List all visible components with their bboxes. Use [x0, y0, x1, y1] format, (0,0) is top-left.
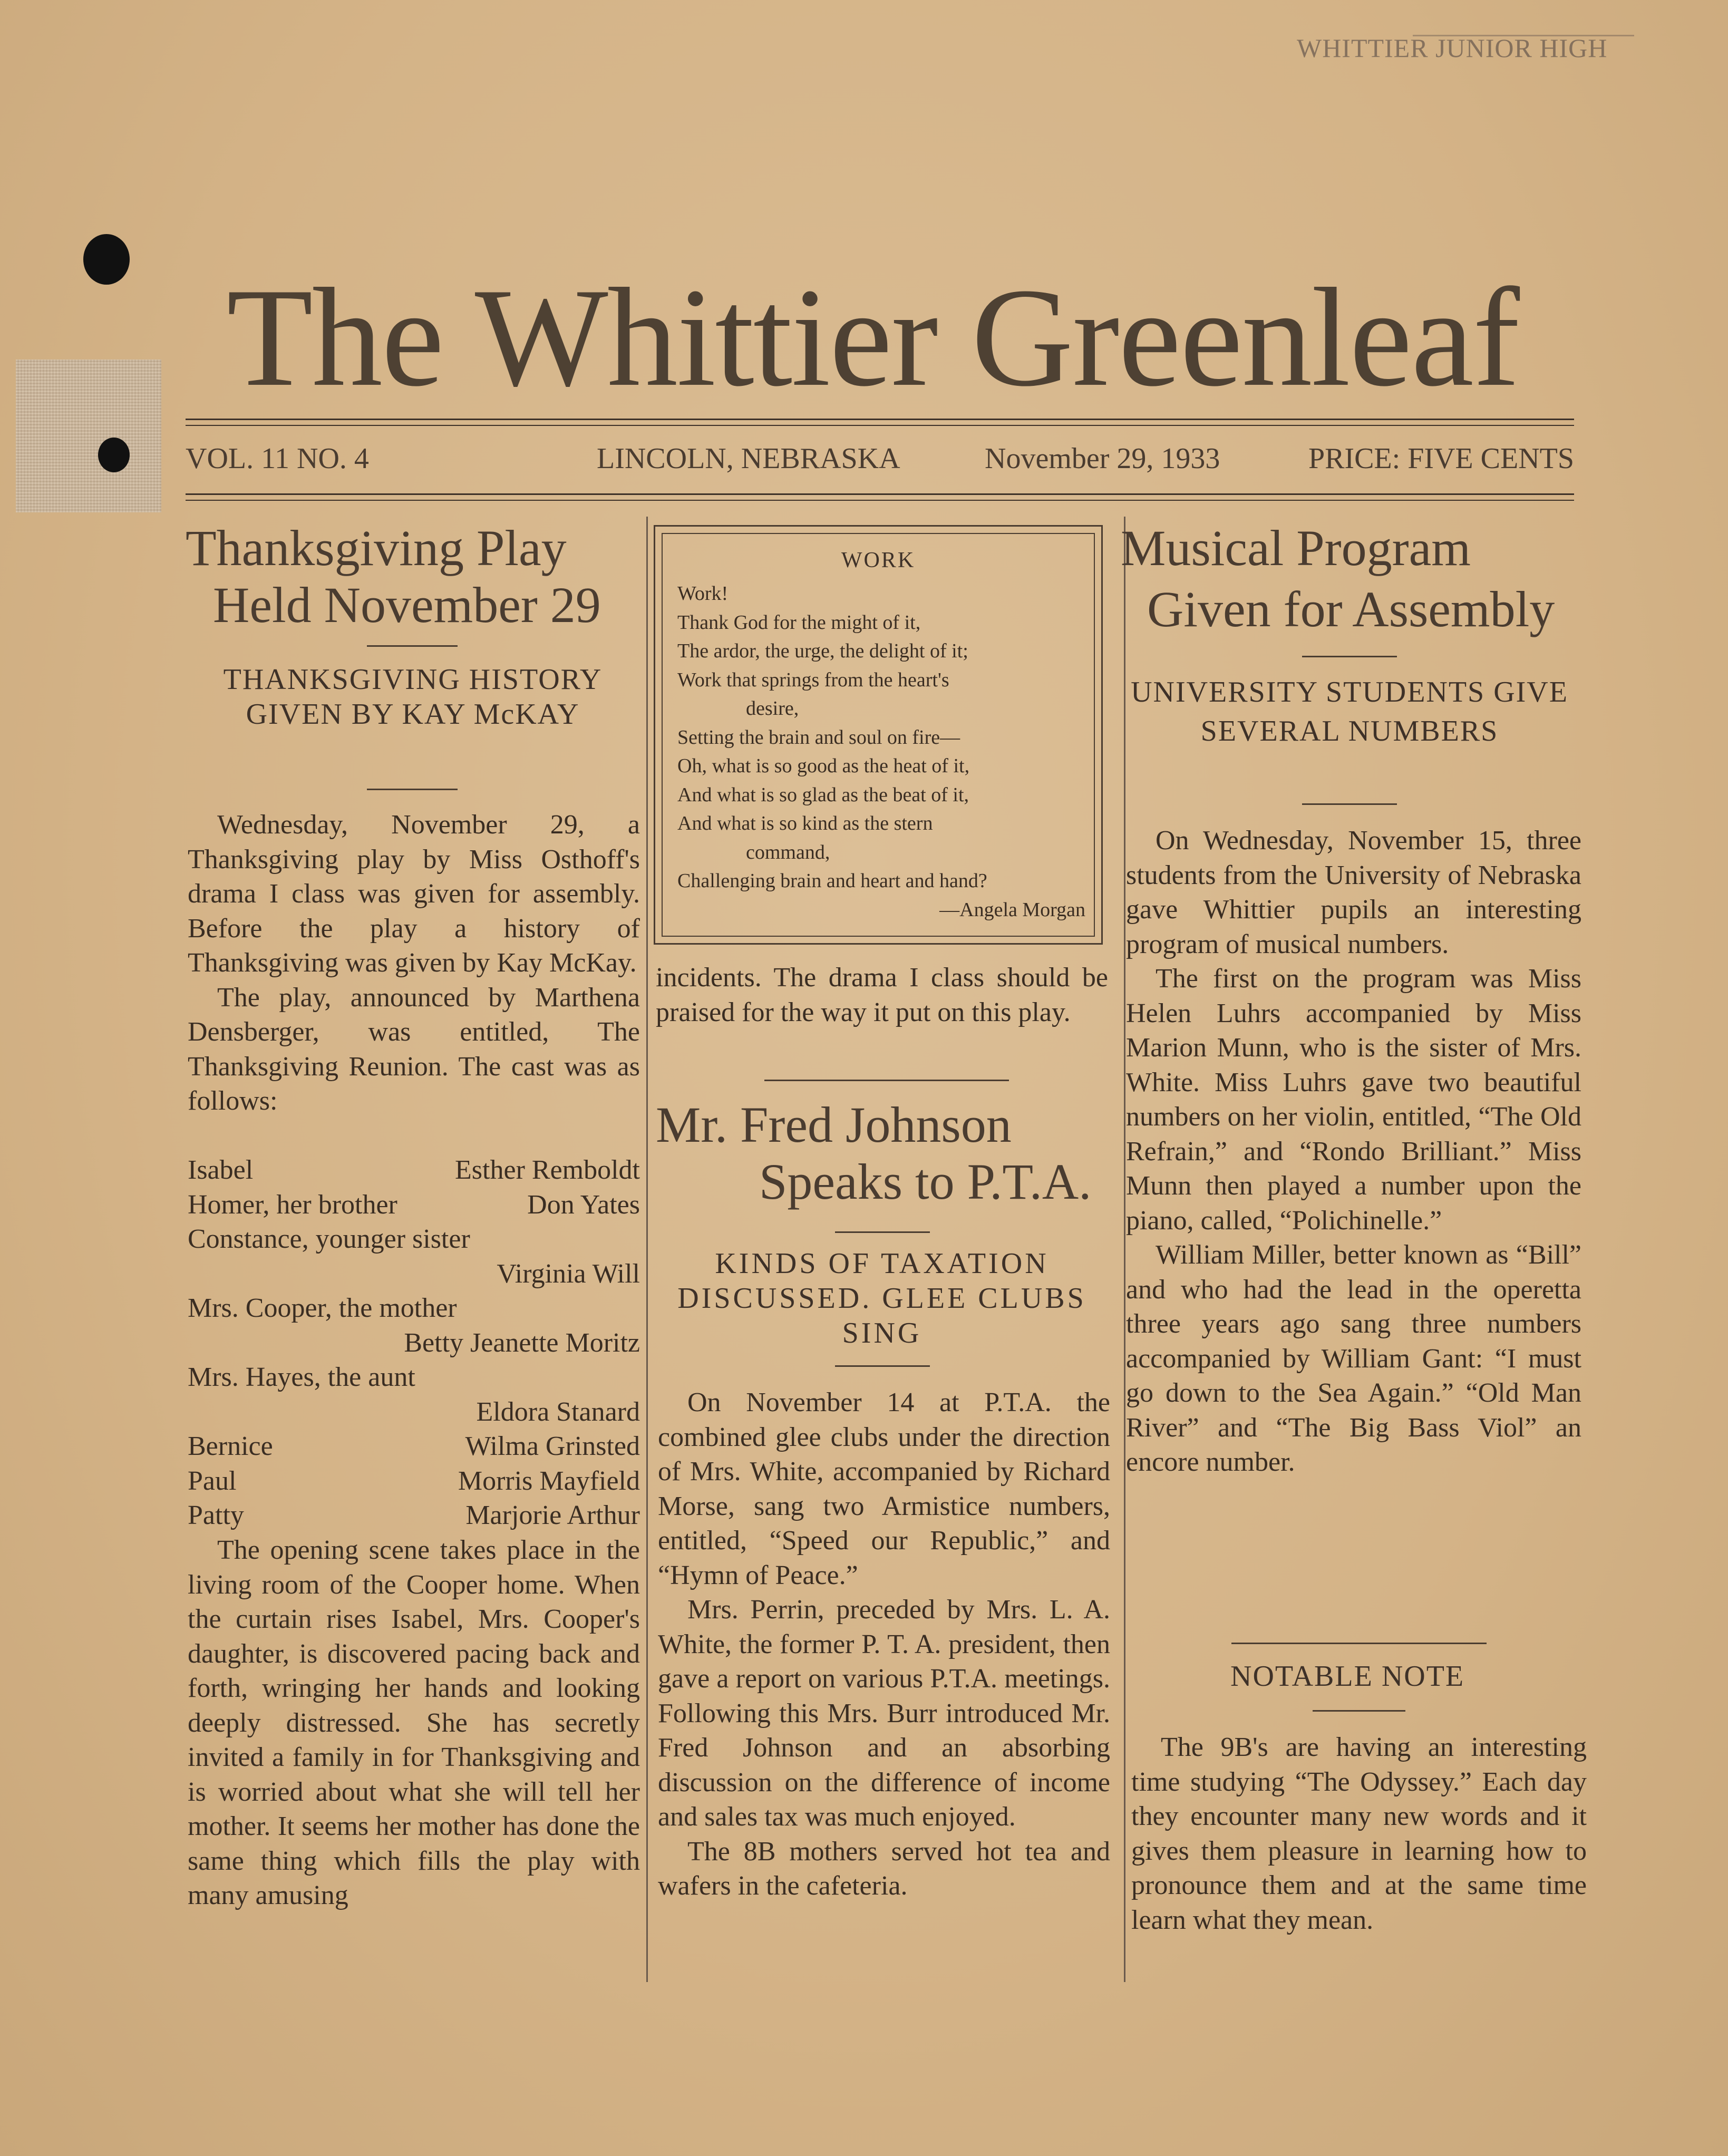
short-rule: [1302, 803, 1397, 805]
pta-headline-line1: Mr. Fred Johnson: [656, 1096, 1012, 1153]
cast-row: [188, 1257, 640, 1291]
poem-title: WORK: [841, 548, 916, 572]
cast-actor: Virginia Will: [497, 1258, 640, 1289]
musical-para-3: William Miller, better known as “Bill” and who had the lead in the operetta three years ago sang three numbers accompanied by William Gant: “I must go down to the Sea Again.” “Old Man River” and “The Big Bass Viol” an encore number.: [1126, 1240, 1581, 1477]
poem-line: Oh, what is so good as the heat of it,: [677, 755, 970, 777]
poem-box: [654, 525, 1103, 945]
punch-hole: [98, 438, 130, 472]
notable-body: [1131, 1730, 1587, 1937]
cast-row: [188, 1291, 640, 1326]
thanksgiving-para-1: Wednesday, November 29, a Thanksgiving play by Miss Osthoff's drama I class was given for assembly. Before the play a history of Thanksgiving was given by Kay McKay.: [188, 810, 640, 978]
punch-hole: [83, 234, 130, 285]
cast-row: [188, 1153, 640, 1188]
cast-actor: Eldora Stanard: [476, 1396, 640, 1427]
short-rule: [367, 789, 458, 790]
cast-row: [188, 1429, 640, 1464]
thanksgiving-para-2: The play, announced by Marthena Densberger, was entitled, The Thanksgiving Reunion. The cast was as follows:: [188, 982, 640, 1116]
cast-list: [188, 1153, 640, 1533]
cast-role: Bernice: [188, 1431, 273, 1461]
cast-role: Paul: [188, 1465, 237, 1496]
volume-number: VOL. 11 NO. 4: [186, 442, 369, 475]
cast-actor: Esther Remboldt: [455, 1155, 640, 1185]
poem-line: And what is so kind as the stern: [677, 812, 933, 834]
section-rule: [764, 1080, 1009, 1081]
place: LINCOLN, NEBRASKA: [597, 442, 900, 475]
musical-headline-line2: Given for Assembly: [1147, 581, 1555, 637]
musical-body: [1126, 823, 1581, 1480]
poem-line: Setting the brain and soul on fire—: [677, 726, 960, 749]
cast-actor: Morris Mayfield: [458, 1465, 640, 1496]
poem-line: The ardor, the urge, the delight of it;: [677, 640, 968, 662]
thanksgiving-continued-text: incidents. The drama I class should be praised for the way it put on this play.: [656, 963, 1108, 1027]
poem-line: Thank God for the might of it,: [677, 611, 921, 634]
cast-actor: Betty Jeanette Moritz: [404, 1327, 640, 1358]
cast-role: Mrs. Hayes, the aunt: [188, 1362, 415, 1392]
notable-note-headline: NOTABLE NOTE: [1230, 1660, 1465, 1693]
musical-subhead: UNIVERSITY STUDENTS GIVE SEVERAL NUMBERS: [1131, 676, 1568, 747]
issue-date: November 29, 1933: [985, 442, 1220, 475]
cast-role: Homer, her brother: [188, 1189, 397, 1220]
pta-body: [658, 1385, 1110, 1904]
musical-headline-line1: Musical Program: [1121, 520, 1471, 576]
thanksgiving-headline-line1: Thanksgiving Play: [186, 520, 567, 576]
section-rule: [1231, 1643, 1487, 1644]
price: PRICE: FIVE CENTS: [1308, 442, 1574, 475]
dateline: [186, 442, 1574, 479]
poem-lines: [677, 579, 1094, 924]
pta-para-2: Mrs. Perrin, preceded by Mrs. L. A. White, the former P. T. A. president, then gave a report on various P.T.A. meetings. Following this Mrs. Burr introduced Mr. Fred Johnson and an absorbing discussion on the difference of income and sales tax was much enjoyed.: [658, 1595, 1110, 1832]
cast-actor: Wilma Grinsted: [465, 1431, 640, 1461]
poem-line: Challenging brain and heart and hand?: [677, 870, 987, 892]
short-rule: [367, 645, 458, 647]
musical-para-2: The first on the program was Miss Helen Luhrs accompanied by Miss Marion Munn, who is the sister of Mrs. White. Miss Luhrs gave two beautiful numbers on her violin, entitled, “The Old Refrain,” and “Rondo Brilliant.” Miss Munn then played a number upon the piano, called, “Polichinelle.”: [1126, 964, 1581, 1236]
short-rule: [835, 1231, 930, 1233]
poem-inner-border: [662, 533, 1095, 937]
cast-role: Isabel: [188, 1155, 254, 1185]
masthead-title: The Whittier Greenleaf: [227, 259, 1519, 415]
cast-row: [188, 1395, 640, 1430]
cast-row: [188, 1464, 640, 1499]
cast-row: [188, 1498, 640, 1533]
cast-role: Mrs. Cooper, the mother: [188, 1293, 457, 1323]
musical-para-1: On Wednesday, November 15, three students from the University of Nebraska gave Whittier pupils an interesting program of musical numbers.: [1126, 826, 1581, 959]
pta-para-1: On November 14 at P.T.A. the combined glee clubs under the direction of Mrs. White, accompanied by Richard Morse, sang two Armistice numbers, entitled, “Speed our Republic,” and “Hymn of Peace.”: [658, 1387, 1110, 1590]
short-rule: [835, 1365, 930, 1367]
masthead-rule: [186, 419, 1574, 426]
poem-line: And what is so glad as the beat of it,: [677, 783, 969, 806]
cast-actor: Don Yates: [527, 1189, 640, 1220]
poem-line: desire,: [746, 697, 799, 720]
cast-row: [188, 1188, 640, 1222]
thanksgiving-para-3: The opening scene takes place in the living room of the Cooper home. When the curtain rises Isabel, Mrs. Cooper's daughter, is discovered pacing back and forth, wringing her hands and looking deeply distressed. She has secretly invited a family in for Thanksgiving and is worried about what she will tell her mother. It seems her mother has done the same thing which fills the play with many amusing: [188, 1535, 640, 1910]
pta-subhead: KINDS OF TAXATION DISCUSSED. GLEE CLUBS SING: [677, 1247, 1086, 1349]
short-rule: [1313, 1710, 1405, 1712]
cast-row: [188, 1326, 640, 1361]
thanksgiving-continuation: [656, 960, 1108, 1030]
stamp-text: WHITTIER JUNIOR HIGH: [1297, 33, 1608, 62]
poem-line: command,: [746, 841, 830, 863]
thanksgiving-subhead: THANKSGIVING HISTORY GIVEN BY KAY McKAY: [223, 663, 603, 731]
thanksgiving-body: [188, 808, 640, 1119]
column-divider: [646, 517, 648, 1982]
thanksgiving-body-continued: [188, 1533, 640, 1913]
pta-para-3: The 8B mothers served hot tea and wafers in the cafeteria.: [658, 1836, 1110, 1901]
cast-actor: Marjorie Arthur: [465, 1500, 640, 1530]
tape-patch: [16, 360, 161, 512]
cast-row: [188, 1360, 640, 1395]
cast-role: Patty: [188, 1500, 244, 1530]
library-stamp: [1297, 25, 1719, 62]
thanksgiving-headline-line2: Held November 29: [213, 577, 601, 633]
notable-para: The 9B's are having an interesting time studying “The Odyssey.” Each day they encounter many new words and it gives them pleasure in learning how to pronounce them and at the same time learn what they mean.: [1131, 1732, 1587, 1935]
cast-role: Constance, younger sister: [188, 1224, 470, 1254]
short-rule: [1302, 656, 1397, 657]
dateline-rule: [186, 493, 1574, 501]
poem-line: Work that springs from the heart's: [677, 668, 949, 691]
column-divider: [1124, 517, 1125, 1982]
poem-line: Work!: [677, 582, 729, 605]
pta-headline-line2: Speaks to P.T.A.: [759, 1153, 1092, 1210]
cast-row: [188, 1222, 640, 1257]
poem-author: —Angela Morgan: [939, 898, 1085, 921]
